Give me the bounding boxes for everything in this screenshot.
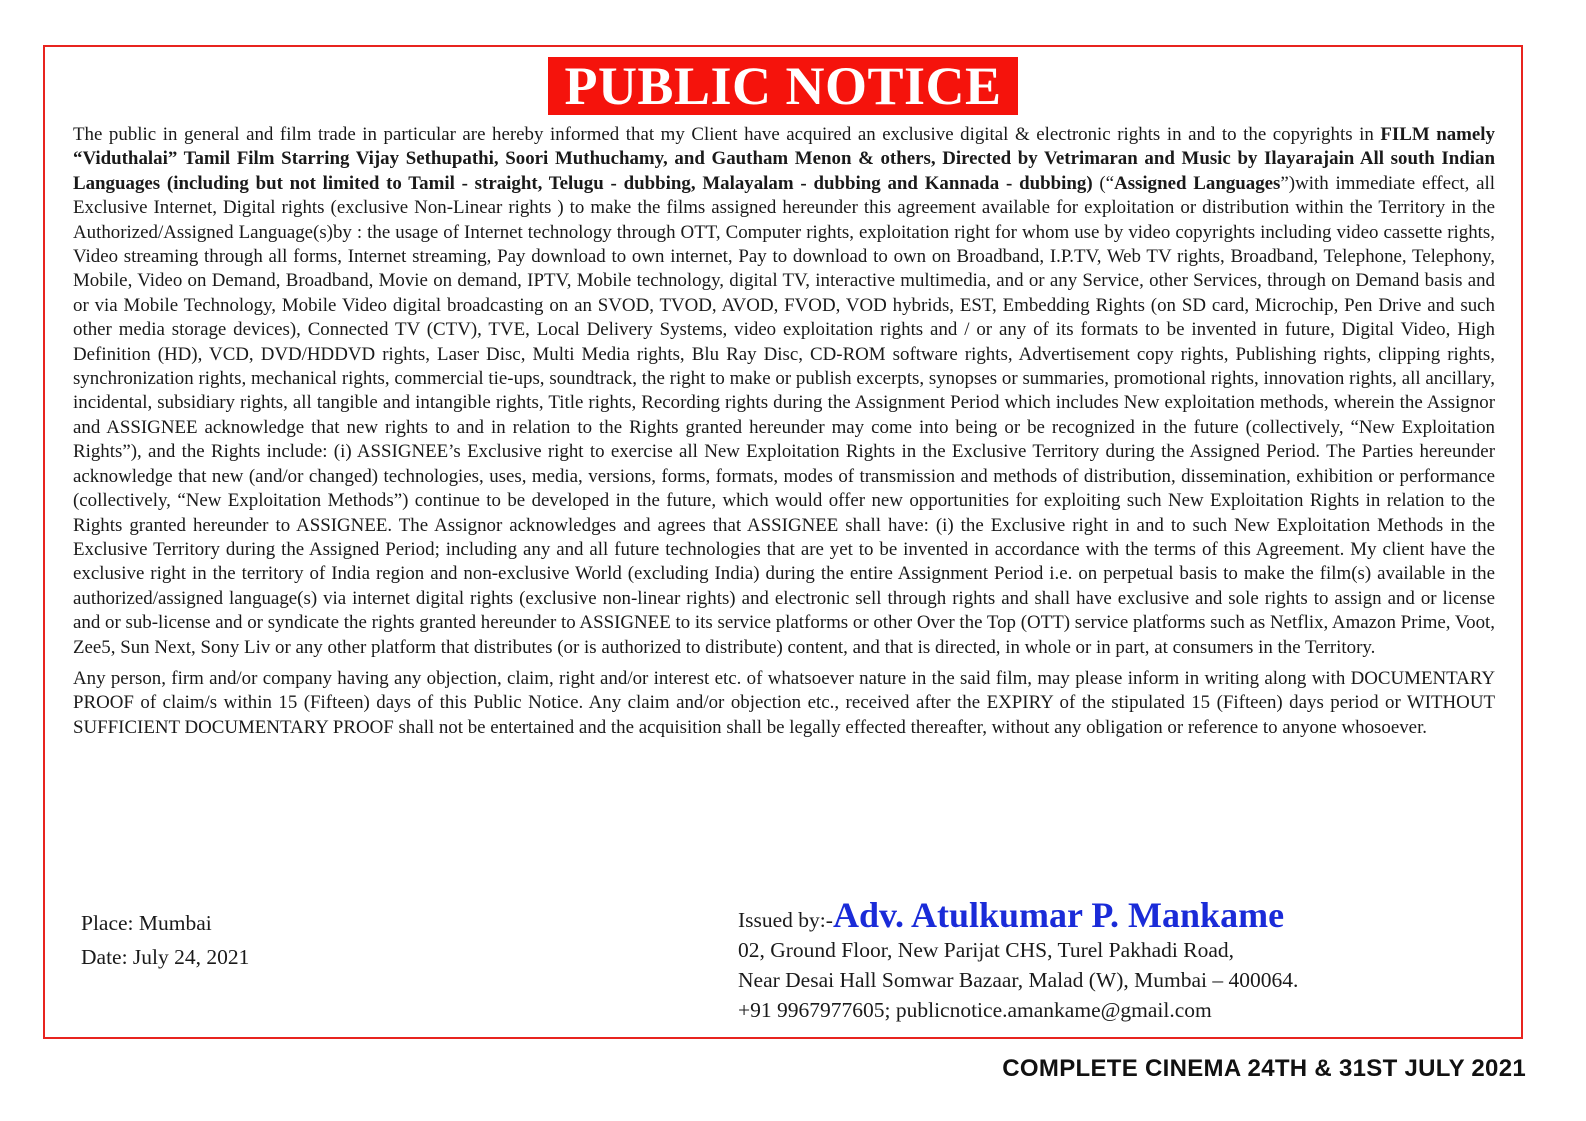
- notice-title: PUBLIC NOTICE: [548, 57, 1017, 115]
- notice-paragraph-1: [73, 123, 1495, 660]
- address-line-2: Near Desai Hall Somwar Bazaar, Malad (W), Mumbai – 400064.: [738, 968, 1299, 992]
- date-text: Date: July 24, 2021: [81, 945, 250, 969]
- para1-text-2: (“: [1092, 172, 1115, 194]
- para1-text-1: The public in general and film trade in particular are hereby informed that my Client have acquired an exclusive digital & electronic rights in and to the copyrights in: [73, 124, 1381, 145]
- notice-frame: [43, 45, 1523, 1039]
- notice-body: [73, 123, 1495, 740]
- title-wrap: [45, 57, 1521, 115]
- issuer-name: Adv. Atulkumar P. Mankame: [832, 895, 1285, 935]
- place-text: Place: Mumbai: [81, 911, 212, 935]
- address-line-1: 02, Ground Floor, New Parijat CHS, Turel Pakhadi Road,: [738, 938, 1235, 962]
- issued-by-label: Issued by:-: [738, 908, 833, 932]
- contact-line: +91 9967977605; publicnotice.amankame@gmail.com: [738, 998, 1212, 1022]
- notice-paragraph-2: Any person, firm and/or company having any objection, claim, right and/or interest etc. of whatsoever nature in the said film, may please inform in writing along with DOCUMENTARY PROOF of claim/s within 15 (Fifteen) days of this Public Notice. Any claim and/or objection etc., received after the EXPIRY of the stipulated 15 (Fifteen) days period or WITHOUT SUFFICIENT DOCUMENTARY PROOF shall not be entertained and the acquisition shall be legally effected thereafter, without any obligation or reference to anyone whosoever.: [73, 667, 1495, 738]
- publication-footer: COMPLETE CINEMA 24TH & 31ST JULY 2021: [1002, 1055, 1526, 1082]
- issued-by-line: [738, 895, 1298, 935]
- para1-assigned-languages: Assigned Languages: [1114, 172, 1281, 194]
- para1-film-details: FILM namely “Viduthalai” Tamil Film Starring Vijay Sethupathi, Soori Muthuchamy, and Gautham Menon & others, Directed by Vetrimaran and Music by Ilayarajain All south Indian Languages (including but not limited to Tamil - straight, Telugu - dubbing, Malayalam - dubbing and Kannada - dubbing): [73, 124, 1495, 194]
- issuer-block: [738, 895, 1298, 1025]
- para1-text-3: ”)with immediate effect, all Exclusive Internet, Digital rights (exclusive Non-Linear rights ) to make the films assigned hereunder this agreement available for exploitation or distribution within the Territory in the Authorized/Assigned Language(s)by : the usage of Internet technology through OTT, Computer rights, exploitation right for whom use by video copyrights including video cassette rights, Video streaming through all forms, Internet streaming, Pay download to own internet, Pay to download to own on Broadband, I.P.TV, Web TV rights, Broadband, Telephone, Telephony, Mobile, Video on Demand, Broadband, Movie on demand, IPTV, Mobile technology, digital TV, interactive multimedia, and or any Service, other Services, through on Demand basis and or via Mobile Technology, Mobile Video digital broadcasting on an SVOD, TVOD, AVOD, FVOD, VOD hybrids, EST, Embedding Rights (on SD card, Microchip, Pen Drive and such other media storage devices), Connected TV (CTV), TVE, Local Delivery Systems, video exploitation rights and / or any of its formats to be invented in future, Digital Video, High Definition (HD), VCD, DVD/HDDVD rights, Laser Disc, Multi Media rights, Blu Ray Disc, CD-ROM software rights, Advertisement copy rights, Publishing rights, clipping rights, synchronization rights, mechanical rights, commercial tie-ups, soundtrack, the right to make or publish excerpts, synopses or summaries, promotional rights, innovation rights, all ancillary, incidental, subsidiary rights, all tangible and intangible rights, Title rights, Recording rights during the Assignment Period which includes New exploitation methods, wherein the Assignor and ASSIGNEE acknowledge that new rights to and in relation to the Rights granted hereunder may come into being or be recognized in the future (collectively, “New Exploitation Rights”), and the Rights include: (i) ASSIGNEE’s Exclusive right to exercise all New Exploitation Rights in the Exclusive Territory during the Assigned Period. The Parties hereunder acknowledge that new (and/or changed) technologies, uses, media, versions, forms, formats, modes of transmission and methods of distribution, dissemination, exhibition or performance (collectively, “New Exploitation Methods”) continue to be developed in the future, which would offer new opportunities for exploiting such New Exploitation Rights in relation to the Rights granted hereunder to ASSIGNEE. The Assignor acknowledges and agrees that ASSIGNEE shall have: (i) the Exclusive right in and to such New Exploitation Methods in the Exclusive Territory during the Assigned Period; including any and all future technologies that are yet to be invented in accordance with the terms of this Agreement. My client have the exclusive right in the territory of India region and non-exclusive World (excluding India) during the entire Assignment Period i.e. on perpetual basis to make the film(s) available in the authorized/assigned language(s) via internet digital rights (exclusive non-linear rights) and electronic sell through rights and shall have exclusive and sole rights to assign and or license and or sub-license and or syndicate the rights granted hereunder to ASSIGNEE to its service platforms or other Over the Top (OTT) service platforms such as Netflix, Amazon Prime, Voot, Zee5, Sun Next, Sony Liv or any other platform that distributes (or is authorized to distribute) content, and that is directed, in whole or in part, at consumers in the Territory.: [73, 172, 1495, 658]
